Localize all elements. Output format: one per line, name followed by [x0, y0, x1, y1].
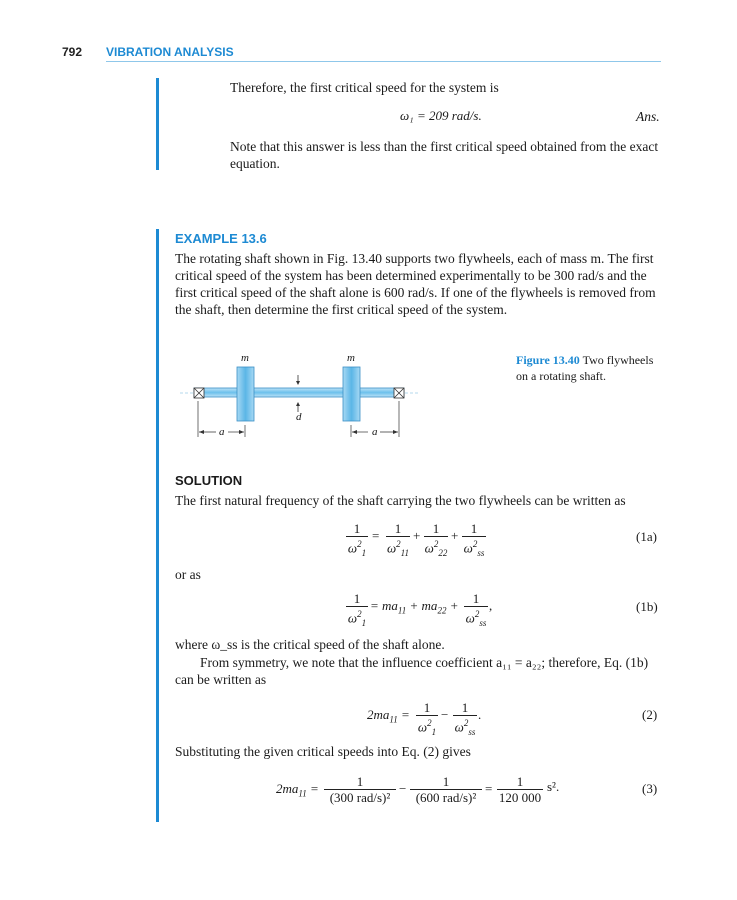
example-line: first critical speed of the shaft alone is 600 rad/s. If one of the flywheels is removed from: [175, 285, 656, 300]
equation-number: (3): [642, 781, 658, 796]
example-title: EXAMPLE 13.6: [175, 231, 267, 246]
dimension-label: d: [296, 411, 302, 423]
dimension-label: a: [219, 426, 225, 438]
section-title: VIBRATION ANALYSIS: [106, 45, 234, 59]
header-rule: [106, 61, 661, 62]
paragraph: can be written as: [175, 672, 267, 687]
fraction: $\frac{1}{\omega^2_{11}}$: [386, 521, 410, 561]
shaft: [194, 388, 404, 397]
shaft-figure: [180, 345, 420, 445]
fraction: $\frac{1}{\omega^2_1}$: [346, 591, 368, 631]
margin-bar: [156, 78, 159, 170]
paragraph: From symmetry, we note that the influence coefficient a₁₁ = a₂₂; therefore, Eq. (1b): [200, 655, 649, 670]
left-flywheel: [237, 367, 254, 421]
right-flywheel: [343, 367, 360, 421]
answer-label: Ans.: [636, 109, 660, 124]
paragraph: Substituting the given critical speeds into Eq. (2) gives: [175, 744, 471, 759]
mass-label: m: [241, 352, 249, 364]
caption-text: Two flywheels: [582, 353, 654, 367]
mass-label: m: [347, 352, 355, 364]
unit: s².: [547, 779, 560, 794]
example-line: critical speed of the system has been determined experimentally to be 300 rad/s and the: [175, 268, 647, 283]
result-equation: ω₁ = 209 rad/s.: [400, 108, 482, 123]
fraction: $\frac{1}{\omega^2_{ss}}$: [464, 591, 488, 631]
fraction: $\frac{1}{\omega^2_{ss}}$: [453, 700, 477, 740]
fraction: $\frac{1}{\omega^2_1}$: [346, 521, 368, 561]
example-line: the shaft, then determine the first critical speed of the system.: [175, 302, 508, 317]
paragraph: Note that this answer is less than the first critical speed obtained from the exact: [230, 139, 659, 154]
equation-number: (2): [642, 707, 658, 722]
paragraph: where ω_ss is the critical speed of the shaft alone.: [175, 637, 445, 652]
solution-title: SOLUTION: [175, 473, 243, 488]
dimension-label: a: [372, 426, 378, 438]
fraction: $\frac{1}{\omega^2_1}$: [416, 700, 438, 740]
equation-number: (1b): [636, 599, 658, 614]
example-line: The rotating shaft shown in Fig. 13.40 supports two flywheels, each of mass m. The first: [175, 251, 654, 266]
fraction: $\frac{1}{120 000}$: [498, 774, 542, 805]
page-number: 792: [62, 45, 83, 59]
figure-label: Figure 13.40: [516, 353, 580, 367]
equation-number: (1a): [636, 529, 657, 544]
paragraph: The first natural frequency of the shaft carrying the two flywheels can be written as: [175, 493, 626, 508]
fraction: 1 (300 rad/s)²: [324, 774, 396, 805]
paragraph: or as: [175, 567, 201, 582]
figure-caption: [516, 352, 666, 384]
fraction: $\frac{1}{\omega^2_{ss}}$: [462, 521, 486, 561]
paragraph: equation.: [230, 156, 280, 171]
fraction: 1 (600 rad/s)²: [410, 774, 482, 805]
margin-bar: [156, 229, 159, 822]
fraction: $\frac{1}{\omega^2_{22}}$: [424, 521, 448, 561]
caption-text: on a rotating shaft.: [516, 369, 606, 383]
paragraph: Therefore, the first critical speed for the system is: [230, 80, 499, 95]
